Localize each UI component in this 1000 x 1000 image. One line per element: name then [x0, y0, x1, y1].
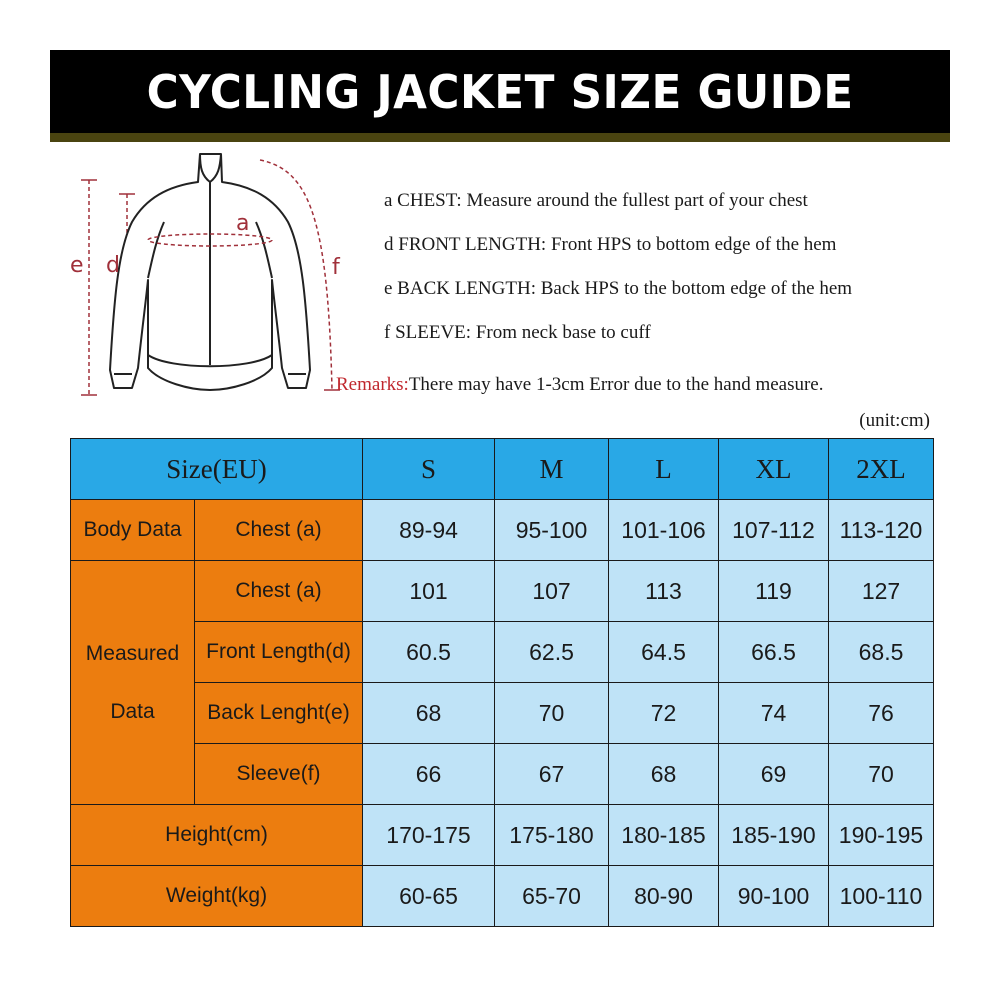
table-cell: 60-65 [363, 866, 495, 927]
table-cell: 190-195 [829, 805, 934, 866]
table-cell: 68 [363, 683, 495, 744]
table-cell: 101 [363, 561, 495, 622]
table-row [71, 622, 934, 683]
table-cell: 80-90 [609, 866, 719, 927]
description-back-length: e BACK LENGTH: Back HPS to the bottom edge of the hem [384, 278, 853, 299]
table-cell: 66.5 [719, 622, 829, 683]
description-front-length: d FRONT LENGTH: Front HPS to bottom edge of the hem [384, 234, 837, 255]
label-e: e [70, 253, 84, 278]
table-cell: 95-100 [495, 500, 609, 561]
row-label: Front Length(d) [195, 622, 363, 683]
table-cell: 170-175 [363, 805, 495, 866]
size-m: M [495, 439, 609, 500]
label-a: a [236, 211, 250, 236]
table-cell: 175-180 [495, 805, 609, 866]
size-xl: XL [719, 439, 829, 500]
measure-line-e [81, 180, 97, 395]
table-cell: 66 [363, 744, 495, 805]
table-cell: 70 [495, 683, 609, 744]
size-2xl: 2XL [829, 439, 934, 500]
title-banner [50, 50, 950, 133]
table-cell: 180-185 [609, 805, 719, 866]
table-cell: 119 [719, 561, 829, 622]
label-f: f [332, 255, 340, 280]
table-cell: 127 [829, 561, 934, 622]
size-s: S [363, 439, 495, 500]
height-label: Height(cm) [71, 805, 363, 866]
table-cell: 185-190 [719, 805, 829, 866]
table-cell: 113-120 [829, 500, 934, 561]
unit-note: (unit:cm) [859, 410, 930, 431]
table-cell: 113 [609, 561, 719, 622]
table-cell: 89-94 [363, 500, 495, 561]
measured-data-group-label [71, 561, 195, 805]
table-row [71, 683, 934, 744]
table-cell: 68 [609, 744, 719, 805]
table-row [71, 805, 934, 866]
label-d: d [106, 253, 120, 278]
table-cell: 90-100 [719, 866, 829, 927]
jacket-diagram [60, 150, 350, 410]
table-cell: 69 [719, 744, 829, 805]
table-cell: 70 [829, 744, 934, 805]
size-header: Size(EU) [71, 439, 363, 500]
table-row [71, 561, 934, 622]
description-sleeve: f SLEEVE: From neck base to cuff [384, 322, 651, 343]
measured-data-line1: Measured [85, 641, 180, 665]
measured-data-line2: Data [110, 699, 155, 723]
remarks-text: There may have 1-3cm Error due to the hand measure. [408, 374, 824, 395]
row-label: Back Lenght(e) [195, 683, 363, 744]
table-cell: 67 [495, 744, 609, 805]
remarks-label: Remarks: [336, 374, 409, 395]
table-cell: 107 [495, 561, 609, 622]
row-label: Chest (a) [195, 561, 363, 622]
table-cell: 72 [609, 683, 719, 744]
size-table [70, 438, 934, 927]
size-l: L [609, 439, 719, 500]
banner-accent-strip [50, 133, 950, 142]
row-label: Chest (a) [195, 500, 363, 561]
weight-label: Weight(kg) [71, 866, 363, 927]
jacket-outline [110, 154, 310, 390]
page-title: CYCLING JACKET SIZE GUIDE [146, 64, 854, 119]
table-row [71, 866, 934, 927]
table-cell: 101-106 [609, 500, 719, 561]
table-cell: 100-110 [829, 866, 934, 927]
table-cell: 60.5 [363, 622, 495, 683]
table-cell: 68.5 [829, 622, 934, 683]
table-cell: 107-112 [719, 500, 829, 561]
remarks [336, 374, 824, 396]
table-cell: 65-70 [495, 866, 609, 927]
table-cell: 74 [719, 683, 829, 744]
table-header-row [71, 439, 934, 500]
row-label: Sleeve(f) [195, 744, 363, 805]
body-data-group-label: Body Data [71, 500, 195, 561]
description-chest: a CHEST: Measure around the fullest part of your chest [384, 190, 808, 211]
table-row [71, 744, 934, 805]
table-cell: 76 [829, 683, 934, 744]
table-row [71, 500, 934, 561]
table-cell: 62.5 [495, 622, 609, 683]
table-cell: 64.5 [609, 622, 719, 683]
